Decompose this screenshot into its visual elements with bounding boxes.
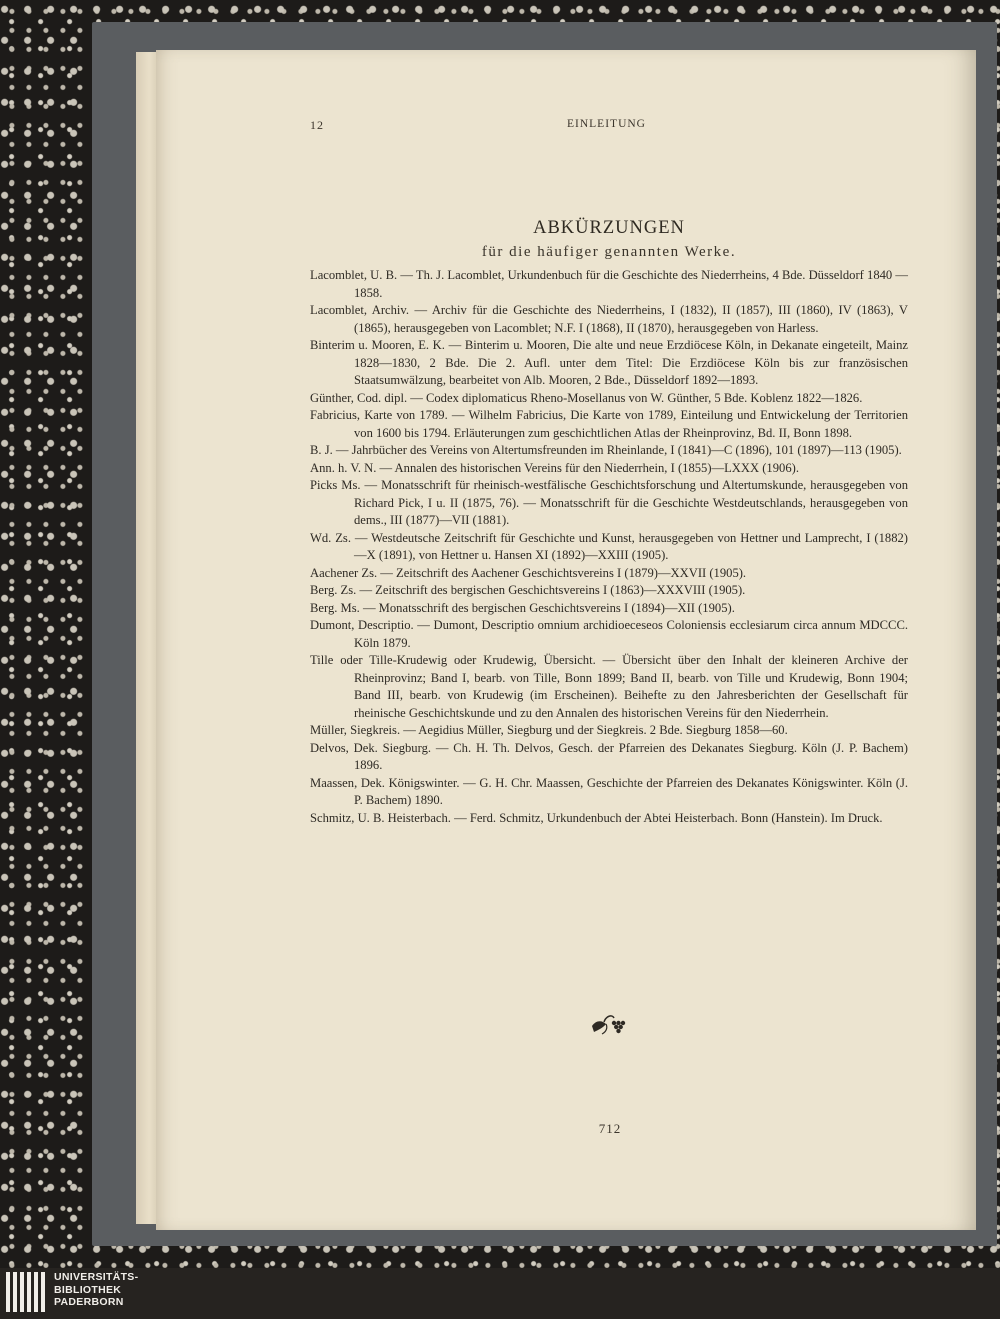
- abbreviation-entry: Müller, Siegkreis. — Aegidius Müller, Siegburg und der Siegkreis. 2 Bde. Siegburg 1858—60.: [310, 723, 788, 737]
- abbreviation-entry: Lacomblet, U. B. — Th. J. Lacomblet, Urkundenbuch für die Geschichte des Niederrheins, 4 Bde. Düsseldorf 1840 —1858.: [310, 268, 908, 300]
- vine-grape-ornament-icon: [590, 1010, 626, 1036]
- abbreviation-list: [310, 267, 908, 827]
- abbreviation-entry: Berg. Ms. — Monatsschrift des bergischen Geschichtsvereins I (1894)—XII (1905).: [310, 600, 735, 615]
- page-stack-edge: [136, 52, 158, 1224]
- abbreviation-entry: Günther, Cod. dipl. — Codex diplomaticus Rheno-Mosellanus von W. Günther, 5 Bde. Koblenz 1822—1826.: [310, 390, 863, 405]
- logo-line: BIBLIOTHEK: [54, 1283, 122, 1296]
- logo-line: UNIVERSITÄTS-: [54, 1271, 139, 1283]
- folio-number: 712: [598, 1121, 622, 1136]
- section-title: ABKÜRZUNGEN: [533, 218, 685, 238]
- library-logo-text: [54, 1271, 174, 1309]
- abbreviation-entry: Tille oder Tille-Krudewig oder Krudewig, Übersicht. — Übersicht über den Inhalt der kleineren Archive der Rheinprovinz; Band I, bearb. von Tille, Bonn 1899; Band II, bearb. von Tille und Krudewig, Bonn 1904; Band III, bearb. von Krudewig (im Erscheinen). Beihefte zu den Jahresberichten der Gesellschaft für rheinische Geschichtskunde und zu den Annalen des historischen Vereins für den Niederrhein.: [310, 653, 908, 720]
- logo-line: PADERBORN: [54, 1296, 124, 1308]
- abbreviation-entry: Dumont, Descriptio. — Dumont, Descriptio omnium archidioeceseos Coloniensis ecclesiarum circa annum MDCCC. Köln 1879.: [310, 618, 908, 650]
- abbreviation-entry: B. J. — Jahrbücher des Vereins von Altertumsfreunden im Rheinlande, I (1841)—C (1896), 101 (1897)—113 (1905).: [310, 443, 902, 457]
- running-title: EINLEITUNG: [567, 118, 646, 130]
- abbreviation-entry: Fabricius, Karte von 1789. — Wilhelm Fabricius, Die Karte von 1789, Einteilung und Entwickelung der Territorien von 1600 bis 1794. Erläuterungen zum geschichtlichen Atlas der Rheinprovinz, Bd. II, Bonn 1898.: [310, 408, 908, 440]
- abbreviation-entry: Delvos, Dek. Siegburg. — Ch. H. Th. Delvos, Gesch. der Pfarreien des Dekanates Siegburg. Köln (J. P. Bachem) 1896.: [310, 740, 908, 772]
- abbreviation-entry: Aachener Zs. — Zeitschrift des Aachener Geschichtsvereins I (1879)—XXVII (1905).: [310, 565, 747, 580]
- abbreviation-entry: Binterim u. Mooren, E. K. — Binterim u. Mooren, Die alte und neue Erzdiöcese Köln, in Dekanate eingeteilt, Mainz 1828—1830, 2 Bde. Die 2. Aufl. unter dem Titel: Die Erzdiöcese Köln bis zur französischen Staatsumwälzung, bearbeitet von Alb. Mooren, 2 Bde., Düsseldorf 1892—1893.: [310, 338, 908, 387]
- running-head: [310, 118, 910, 134]
- library-bars-logo-icon: [6, 1272, 50, 1312]
- section-subtitle: für die häufiger genannten Werke.: [481, 244, 737, 260]
- abbreviation-entry: Schmitz, U. B. Heisterbach. — Ferd. Schmitz, Urkundenbuch der Abtei Heisterbach. Bonn (Hanstein). Im Druck.: [310, 810, 883, 825]
- abbreviation-entry: Ann. h. V. N. — Annalen des historischen Vereins für den Niederrhein, I (1855)—LXXX (1906).: [310, 460, 799, 475]
- abbreviation-entry: Wd. Zs. — Westdeutsche Zeitschrift für Geschichte und Kunst, herausgegeben von Hettner und Lamprecht, I (1882)—X (1891), von Hettner u. Hansen XI (1892)—XXIII (1905).: [310, 530, 908, 562]
- abbreviation-entry: Maassen, Dek. Königswinter. — G. H. Chr. Maassen, Geschichte der Pfarreien des Dekanates Königswinter. Köln (J. P. Bachem) 1890.: [310, 775, 908, 807]
- abbreviation-entry: Lacomblet, Archiv. — Archiv für die Geschichte des Niederrheins, I (1832), II (1857), III (1860), IV (1863), V (1865), herausgegeben von Lacomblet; N.F. I (1868), II (1870), herausgegeben von Harless.: [310, 303, 908, 335]
- abbreviation-entry: Picks Ms. — Monatsschrift für rheinisch-westfälische Geschichtsforschung und Altertumskunde, herausgegeben von Richard Pick, I u. II (1875, 76). — Monatsschrift für die Geschichte Westdeutschlands, herausgegeben von dems., III (1877)—VII (1881).: [310, 478, 908, 527]
- page-number: 12: [310, 118, 324, 132]
- abbreviation-entry: Berg. Zs. — Zeitschrift des bergischen Geschichtsvereins I (1863)—XXXVIII (1905).: [310, 583, 746, 597]
